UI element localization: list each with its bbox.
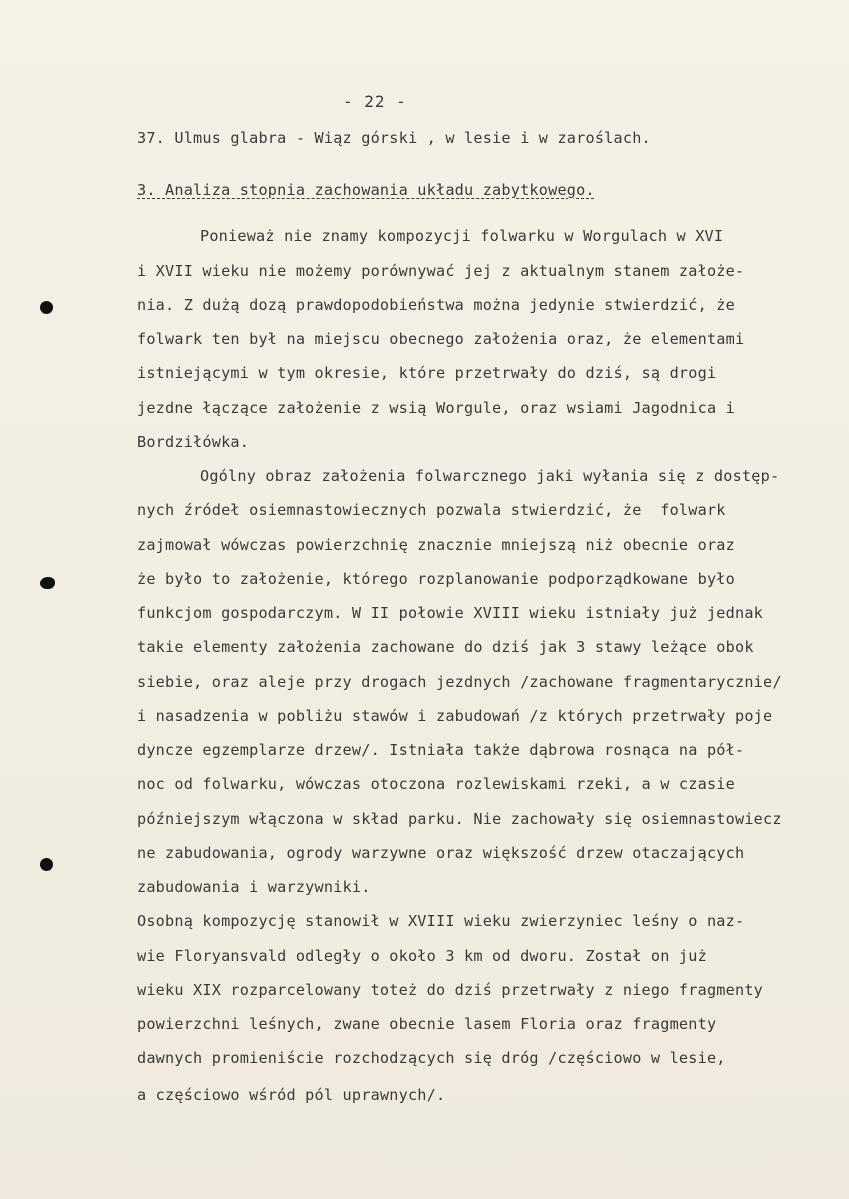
text-line-16: dyncze egzemplarze drzew/. Istniała także dąbrowa rosnąca na pół-: [137, 741, 745, 759]
text-line-11: że było to założenie, którego rozplanowanie podporządkowane było: [137, 570, 735, 588]
text-line-9: nych źródeł osiemnastowiecznych pozwala stwierdzić, że folwark: [137, 501, 726, 519]
text-line-10: zajmował wówczas powierzchnię znacznie mniejszą niż obecnie oraz: [137, 536, 735, 554]
text-line-25: dawnych promieniście rozchodzących się dróg /częściowo w lesie,: [137, 1049, 726, 1067]
text-line-5: istniejącymi w tym okresie, które przetrwały do dziś, są drogi: [137, 364, 717, 382]
text-line-21: Osobną kompozycję stanowił w XVIII wieku zwierzyniec leśny o naz-: [137, 912, 745, 930]
punch-hole-middle: [40, 577, 55, 589]
text-line-18: późniejszym włączona w skład parku. Nie zachowały się osiemnastowiecz: [137, 810, 782, 828]
species-entry-37: 37. Ulmus glabra - Wiąz górski , w lesie i w zaroślach.: [137, 129, 651, 147]
text-line-1: Ponieważ nie znamy kompozycji folwarku w Worgulach w XVI: [200, 227, 724, 245]
section-heading: 3. Analiza stopnia zachowania układu zabytkowego.: [137, 181, 595, 199]
page-number: - 22 -: [343, 92, 407, 111]
punch-hole-bottom: [40, 858, 53, 871]
text-line-8: Ogólny obraz założenia folwarcznego jaki wyłania się z dostęp-: [200, 467, 780, 485]
text-line-14: siebie, oraz aleje przy drogach jezdnych /zachowane fragmentarycznie/: [137, 673, 782, 691]
text-line-4: folwark ten był na miejscu obecnego założenia oraz, że elementami: [137, 330, 745, 348]
text-line-3: nia. Z dużą dozą prawdopodobieństwa można jedynie stwierdzić, że: [137, 296, 735, 314]
text-line-13: takie elementy założenia zachowane do dziś jak 3 stawy leżące obok: [137, 638, 754, 656]
text-line-24: powierzchni leśnych, zwane obecnie lasem Floria oraz fragmenty: [137, 1015, 717, 1033]
punch-hole-top: [40, 301, 53, 314]
text-line-19: ne zabudowania, ogrody warzywne oraz większość drzew otaczających: [137, 844, 745, 862]
text-line-22: wie Floryansvald odległy o około 3 km od dworu. Został on już: [137, 947, 707, 965]
text-line-23: wieku XIX rozparcelowany toteż do dziś przetrwały z niego fragmenty: [137, 981, 764, 999]
text-line-6: jezdne łączące założenie z wsią Worgule, oraz wsiami Jagodnica i: [137, 399, 735, 417]
text-line-15: i nasadzenia w pobliżu stawów i zabudowań /z których przetrwały poje: [137, 707, 773, 725]
text-line-2: i XVII wieku nie możemy porównywać jej z aktualnym stanem założe-: [137, 262, 745, 280]
text-line-20: zabudowania i warzywniki.: [137, 878, 371, 896]
text-line-17: noc od folwarku, wówczas otoczona rozlewiskami rzeki, a w czasie: [137, 775, 735, 793]
text-line-7: Bordziłówka.: [137, 433, 250, 451]
text-line-12: funkcjom gospodarczym. W II połowie XVIII wieku istniały już jednak: [137, 604, 764, 622]
text-line-26: a częściowo wśród pól uprawnych/.: [137, 1086, 446, 1104]
